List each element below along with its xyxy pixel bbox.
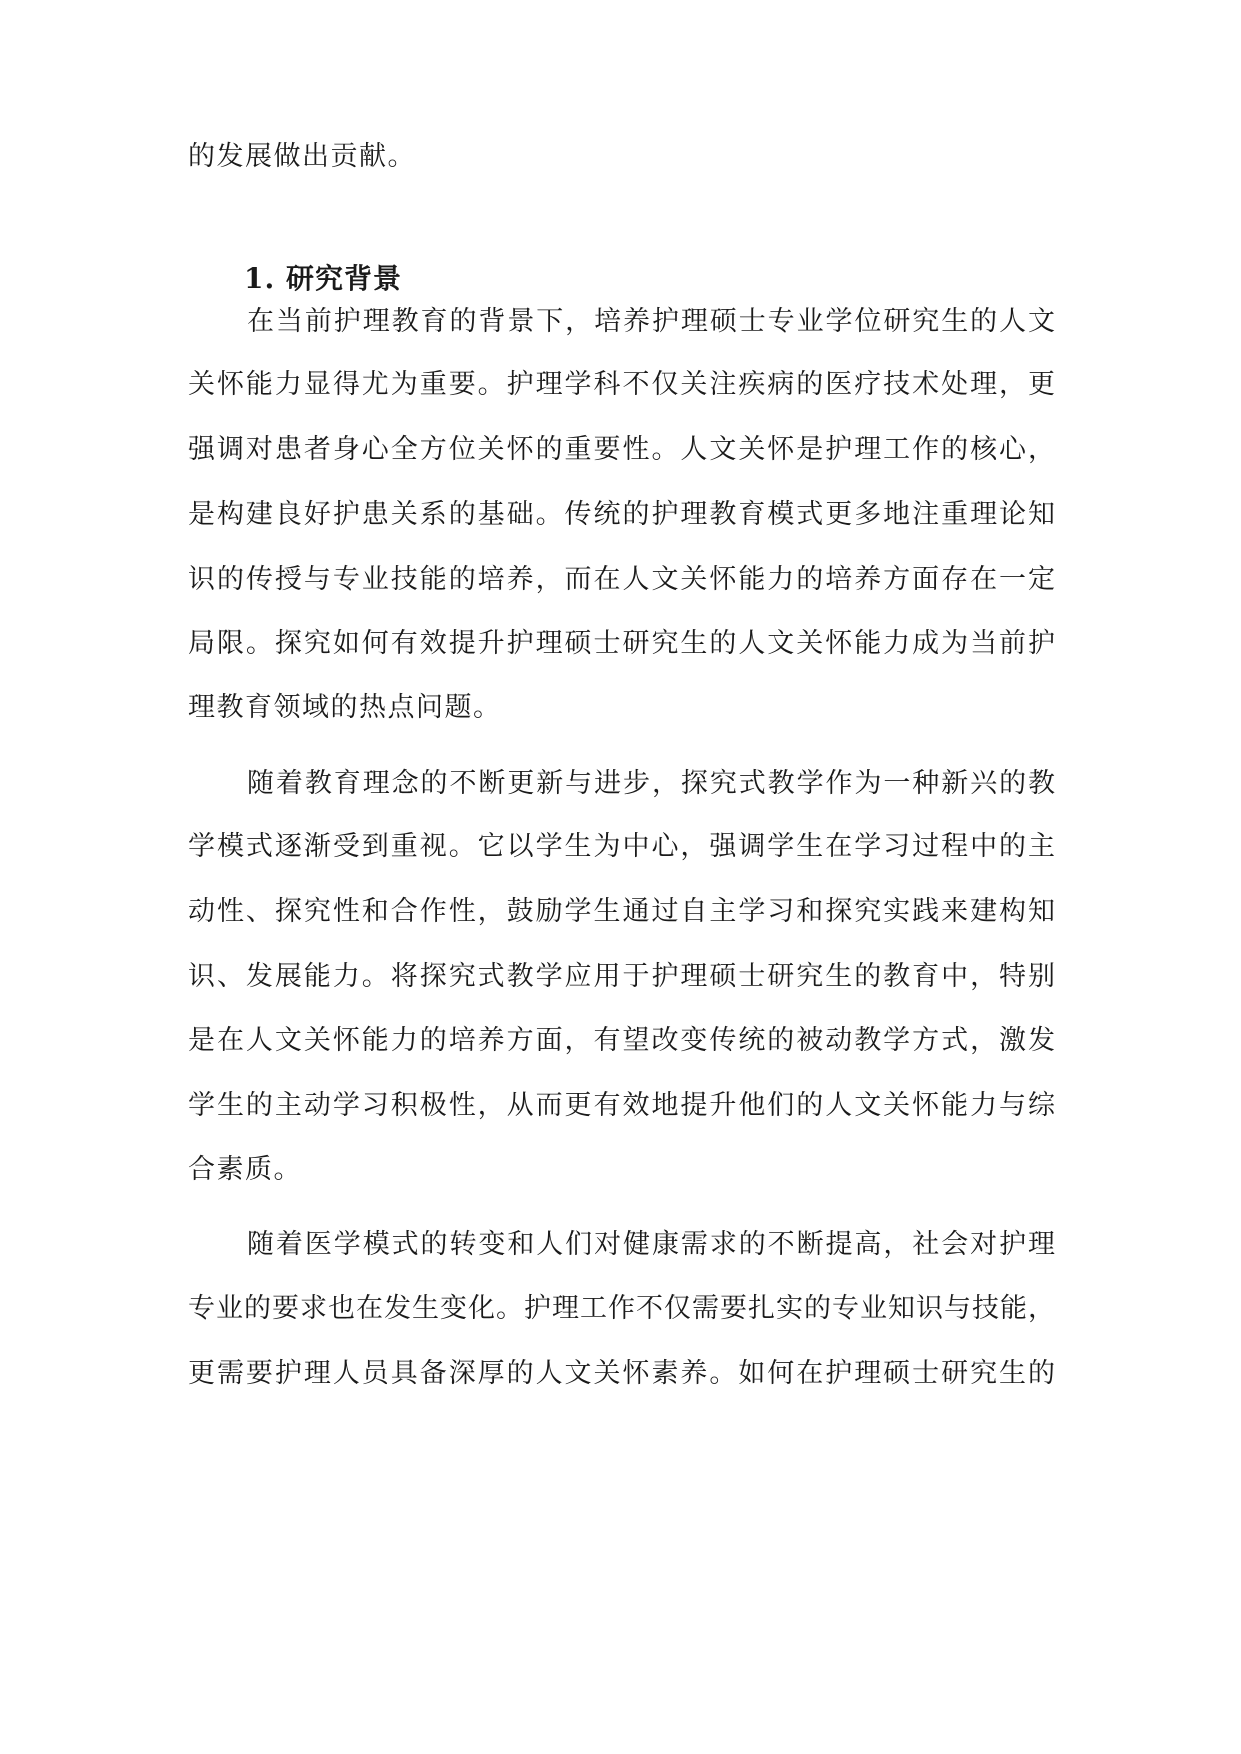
paragraph-line: 理教育领域的热点问题。	[188, 692, 502, 723]
paragraph-line: 强调对患者身心全方位关怀的重要性。人文关怀是护理工作的核心，	[188, 434, 1055, 465]
paragraph-line: 随着医学模式的转变和人们对健康需求的不断提高，社会对护理	[247, 1229, 1055, 1260]
paragraph-line: 识、发展能力。将探究式教学应用于护理硕士研究生的教育中，特别	[188, 961, 1055, 992]
section-heading: 1. 研究背景	[244, 262, 402, 295]
paragraph-line: 是构建良好护患关系的基础。传统的护理教育模式更多地注重理论知	[188, 499, 1055, 530]
paragraph-line: 随着教育理念的不断更新与进步，探究式教学作为一种新兴的教	[247, 768, 1055, 799]
opening-line: 的发展做出贡献。	[188, 141, 416, 172]
paragraph-line: 在当前护理教育的背景下，培养护理硕士专业学位研究生的人文	[247, 306, 1055, 337]
paragraph-line: 更需要护理人员具备深厚的人文关怀素养。如何在护理硕士研究生的	[188, 1358, 1055, 1389]
paragraph-line: 识的传授与专业技能的培养，而在人文关怀能力的培养方面存在一定	[188, 564, 1055, 595]
paragraph-line: 动性、探究性和合作性，鼓励学生通过自主学习和探究实践来建构知	[188, 896, 1055, 927]
paragraph-line: 是在人文关怀能力的培养方面，有望改变传统的被动教学方式，激发	[188, 1025, 1055, 1056]
paragraph-line: 学模式逐渐受到重视。它以学生为中心，强调学生在学习过程中的主	[188, 831, 1055, 862]
paragraph-line: 局限。探究如何有效提升护理硕士研究生的人文关怀能力成为当前护	[188, 628, 1055, 659]
paragraph-line: 合素质。	[188, 1154, 302, 1185]
paragraph-line: 关怀能力显得尤为重要。护理学科不仅关注疾病的医疗技术处理，更	[188, 369, 1055, 400]
paragraph-line: 专业的要求也在发生变化。护理工作不仅需要扎实的专业知识与技能，	[188, 1293, 1055, 1324]
paragraph-line: 学生的主动学习积极性，从而更有效地提升他们的人文关怀能力与综	[188, 1090, 1055, 1121]
